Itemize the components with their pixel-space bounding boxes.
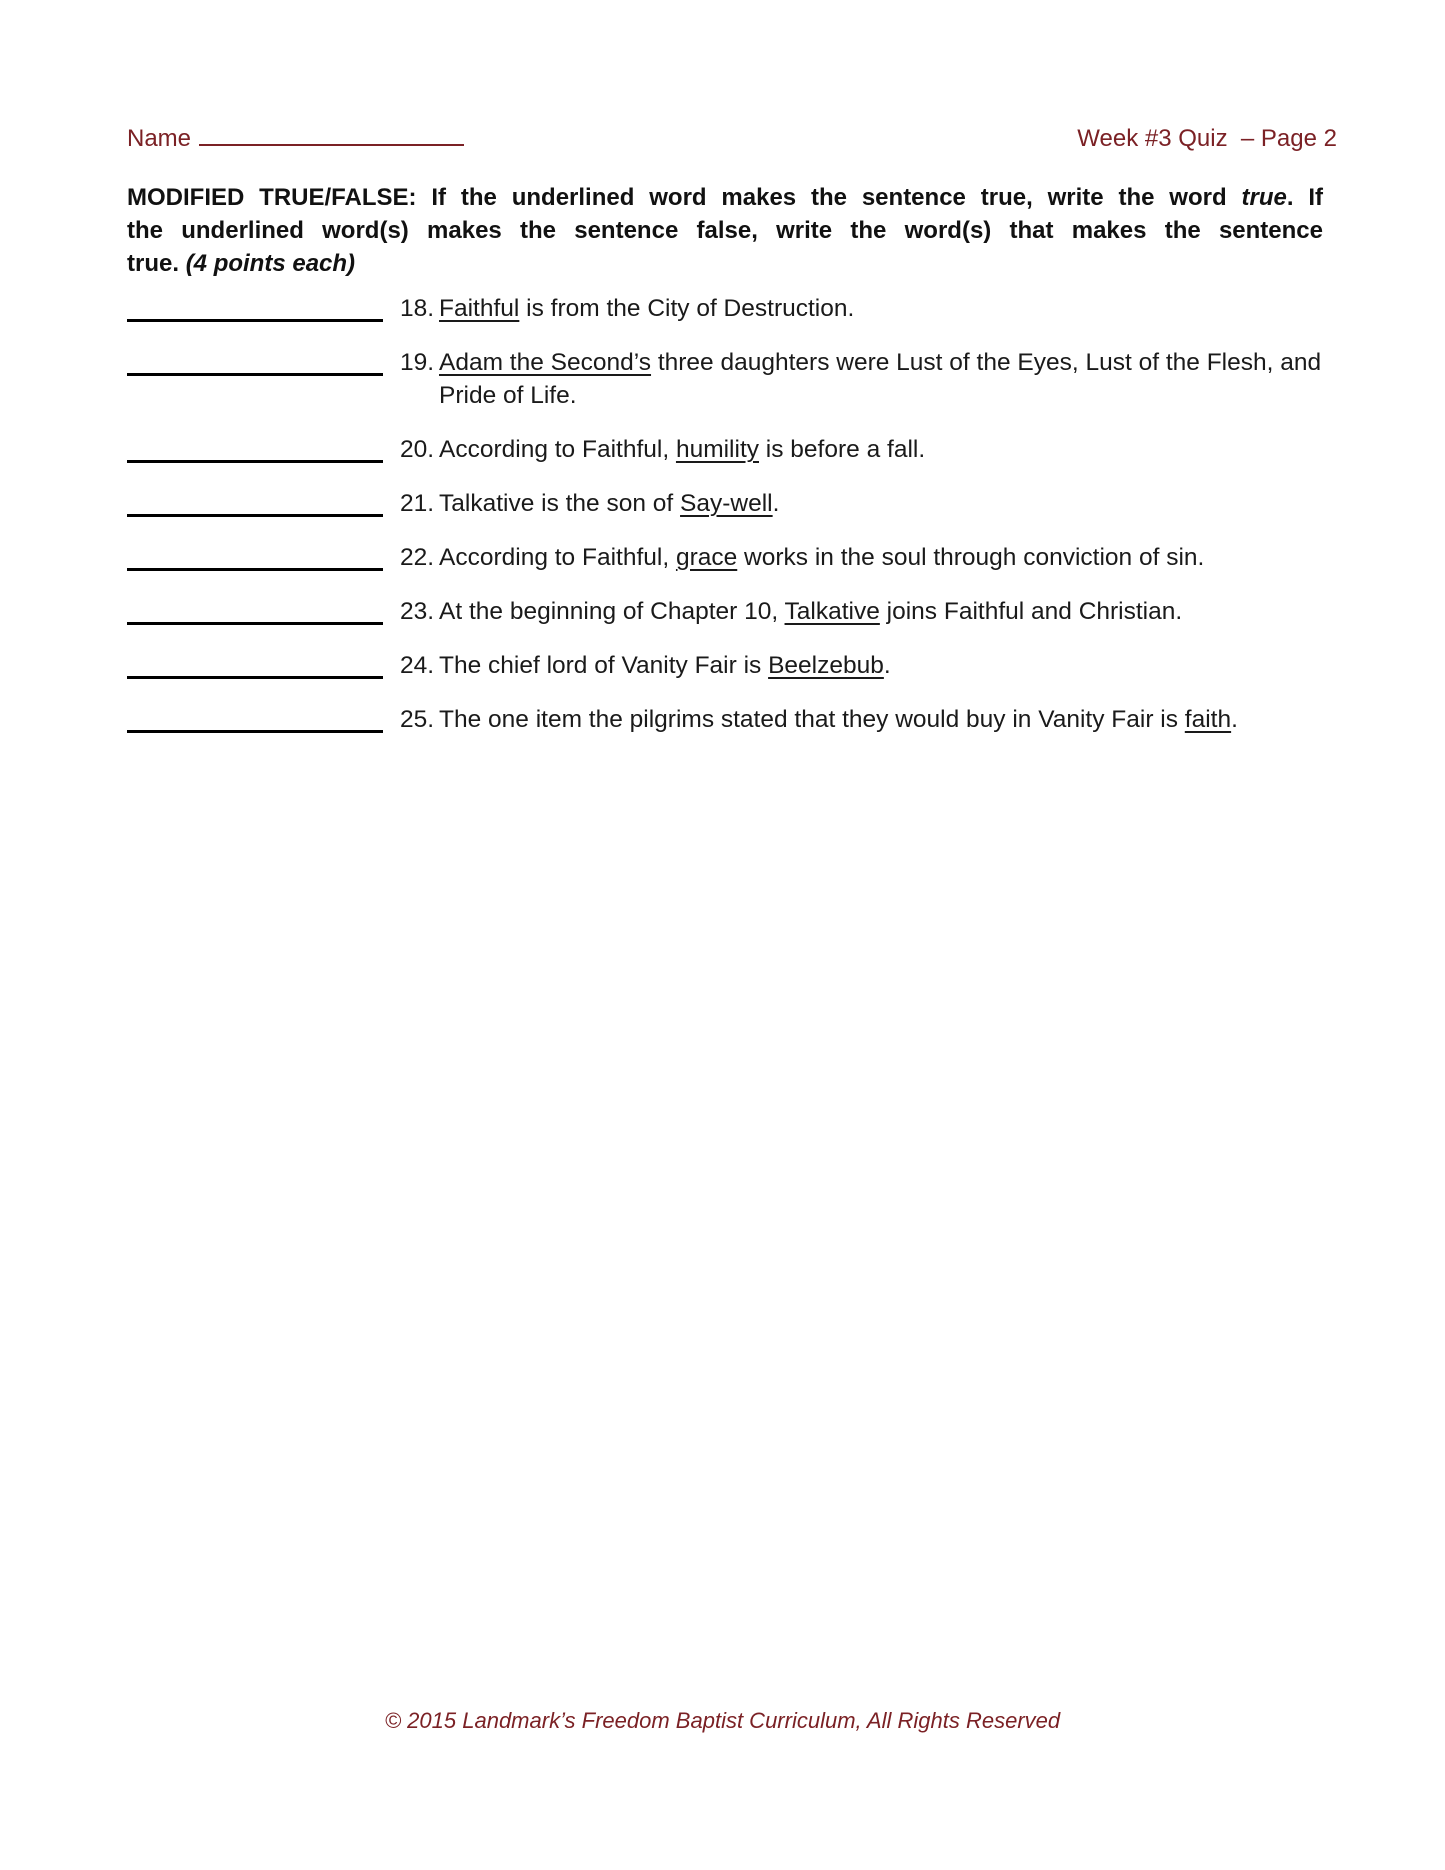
answer-blank-line[interactable]: [127, 703, 383, 733]
question-row: [127, 595, 1377, 628]
instructions-text: true.: [127, 250, 186, 277]
question-list: [127, 292, 1377, 757]
question-number: 23.: [400, 598, 435, 625]
name-blank-line[interactable]: [199, 122, 464, 146]
question-number: 24.: [400, 652, 435, 679]
question-row: [127, 541, 1377, 574]
underlined-term: Beelzebub: [768, 652, 884, 679]
question-text-segment: is before a fall.: [759, 436, 926, 463]
instructions-line-3: [127, 247, 1323, 280]
answer-blank-line[interactable]: [127, 649, 383, 679]
answer-blank-line[interactable]: [127, 487, 383, 517]
question-text-segment: three daughters were Lust of the Eyes, Lust of the Flesh, and Pride of Life.: [439, 349, 1322, 409]
name-label: Name: [127, 125, 192, 152]
instructions-line-2: the underlined word(s) makes the sentence false, write the word(s) that makes the sentence: [127, 217, 1323, 244]
underlined-term: faith: [1184, 706, 1232, 733]
question-text-segment: .: [772, 490, 780, 517]
question-number: 19.: [400, 349, 435, 376]
question-row: [127, 292, 1377, 325]
underlined-term: humility: [675, 436, 759, 463]
question-text-segment: At the beginning of Chapter 10,: [439, 598, 785, 625]
question-text-segment: The one item the pilgrims stated that they would buy in Vanity Fair is: [439, 706, 1185, 733]
question-number: 22.: [400, 544, 435, 571]
question-row: [127, 649, 1377, 682]
question-text: [439, 292, 1339, 325]
answer-blank-line[interactable]: [127, 346, 383, 376]
question-text: [439, 433, 1339, 466]
underlined-term: Say-well: [680, 490, 773, 517]
question-text: [439, 595, 1339, 628]
question-text-segment: According to Faithful,: [439, 544, 676, 571]
underlined-term: Faithful: [439, 295, 520, 322]
question-text: [439, 649, 1339, 682]
question-text-segment: .: [1231, 706, 1238, 733]
question-text: [439, 703, 1339, 736]
instructions-text: . If: [1286, 184, 1324, 211]
underlined-term: grace: [675, 544, 738, 571]
answer-blank-line[interactable]: [127, 292, 383, 322]
question-number: 18.: [400, 295, 435, 322]
question-row: [127, 487, 1377, 520]
question-text-segment: .: [883, 652, 891, 679]
answer-blank-line[interactable]: [127, 541, 383, 571]
question-text: [439, 487, 1339, 520]
question-number: 20.: [400, 436, 435, 463]
question-text-segment: According to Faithful,: [439, 436, 676, 463]
answer-blank-line[interactable]: [127, 433, 383, 463]
question-text-segment: Talkative is the son of: [439, 490, 681, 517]
footer-copyright: © 2015 Landmark’s Freedom Baptist Curriculum, All Rights Reserved: [384, 1708, 1061, 1733]
page-header: [127, 122, 1337, 153]
quiz-page-label: Week #3 Quiz – Page 2: [1077, 125, 1337, 152]
question-row: [127, 433, 1377, 466]
points-note: (4 points each): [185, 250, 356, 277]
section-instructions: [127, 181, 1323, 280]
instructions-text: MODIFIED TRUE/FALSE: If the underlined word makes the sentence true, write the word: [127, 184, 1242, 211]
question-row: [127, 346, 1377, 412]
question-text-segment: is from the City of Destruction.: [519, 295, 855, 322]
instructions-line-1: [127, 181, 1323, 214]
underlined-term: Adam the Second’s: [439, 349, 652, 376]
question-text-segment: The chief lord of Vanity Fair is: [439, 652, 769, 679]
question-number: 21.: [400, 490, 435, 517]
question-text-segment: works in the soul through conviction of sin.: [737, 544, 1205, 571]
question-text: [439, 346, 1339, 412]
question-text-segment: joins Faithful and Christian.: [879, 598, 1183, 625]
answer-blank-line[interactable]: [127, 595, 383, 625]
name-field-group: [127, 122, 464, 153]
question-text: [439, 541, 1339, 574]
underlined-term: Talkative: [784, 598, 880, 625]
instructions-italic-word: true: [1241, 184, 1287, 211]
question-number: 25.: [400, 706, 435, 733]
question-row: [127, 703, 1377, 736]
